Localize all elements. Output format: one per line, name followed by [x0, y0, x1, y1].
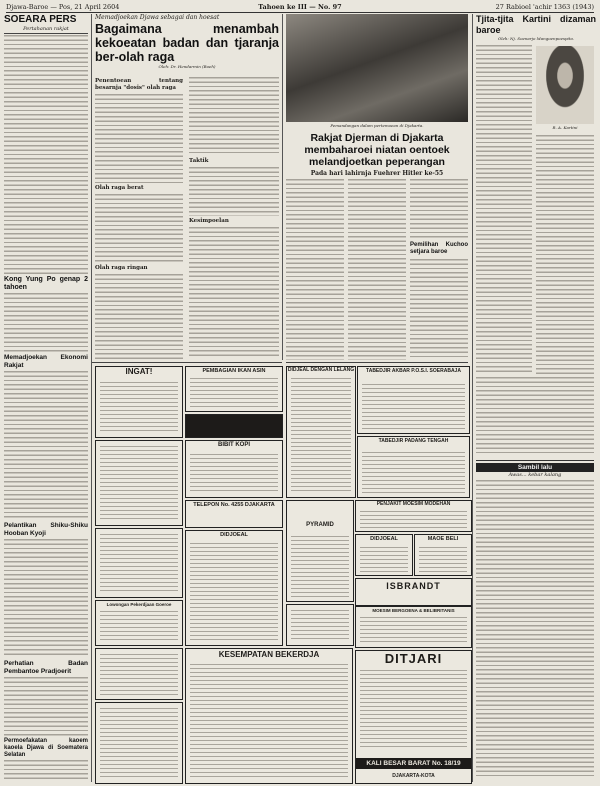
ad-text — [190, 663, 348, 779]
column-subtitle: Awas... kebar kalang — [508, 472, 562, 478]
article-subheading: Taktik — [189, 158, 209, 164]
ad-title: PYRAMID — [306, 522, 334, 528]
sambil-lalu-column — [476, 460, 594, 783]
article-body — [348, 178, 406, 360]
ad-maoe-beli — [414, 534, 472, 576]
ad-kamfer — [95, 648, 183, 700]
ad-text — [360, 510, 467, 528]
masthead — [6, 2, 594, 13]
article-body — [95, 273, 183, 360]
article-column-right — [189, 76, 279, 360]
notice-text — [362, 383, 465, 429]
ad-title: MAOE BELI — [427, 536, 459, 542]
ad-text — [360, 546, 408, 572]
article-body — [4, 676, 88, 736]
article-body — [95, 193, 183, 263]
column-rule — [91, 14, 92, 782]
ad-lowongan-goeroe — [95, 600, 183, 646]
article-byline: Oleh: Dr. Hendarmin (Boeh) — [158, 64, 216, 69]
section-rule — [286, 362, 468, 363]
column-title: Sambil lalu — [476, 463, 594, 472]
ad-bibit-kopi — [185, 440, 283, 498]
ad-address: KALI BESAR BARAT No. 18/19 — [356, 758, 471, 769]
ad-text — [100, 533, 178, 593]
masthead-hijri-date: 27 Rabioel 'achir 1363 (1943) — [495, 3, 594, 11]
ad-text — [100, 653, 178, 695]
article-body — [4, 759, 88, 782]
article-kartini-body — [476, 376, 594, 456]
ad-title: INGAT! — [125, 367, 153, 376]
ad-kesempatan-bekerdja — [185, 648, 353, 784]
article-body — [410, 178, 468, 238]
article-body — [410, 258, 468, 360]
ad-banner — [185, 414, 283, 438]
article-body — [4, 292, 88, 352]
article-headline: Tjita-tjita Kartini dizaman baroe — [476, 14, 596, 35]
article-body — [4, 370, 88, 520]
article-subheading: Penentoean tentang besarnja "dosis" olah raga — [95, 78, 183, 91]
column-soeara-pers — [4, 14, 88, 782]
article-body — [476, 44, 532, 374]
ad-title: DIDJOEAL — [220, 532, 248, 538]
section-rule — [92, 362, 282, 363]
notice-title: TABEDJIR AKBAR P.O.S.I. SOERABAJA — [366, 368, 461, 374]
article-byline: Oleh: Nj. Soenarjo Mangoenpoespito. — [497, 36, 575, 41]
ad-lelang — [286, 366, 356, 498]
ad-product — [286, 604, 354, 646]
ad-title: KESEMPATAN BEKERDJA — [218, 650, 320, 659]
ad-text — [291, 377, 351, 493]
article-kartini-body — [536, 134, 594, 374]
ad-title: DIDJOEAL — [370, 536, 398, 542]
ad-text — [100, 445, 178, 521]
article-subheading: Olah raga ringan — [95, 265, 148, 271]
article-kicker: Memadjoekan Djawa sebagai dan hoesat — [95, 14, 220, 21]
ad-text — [360, 669, 467, 747]
ad-didjoeal — [355, 534, 413, 576]
ad-pyramid — [286, 500, 354, 602]
article-headline: Kong Yung Po genap 2 tahoen — [4, 276, 88, 291]
ad-text — [100, 610, 178, 642]
article-djerman — [286, 132, 468, 360]
ad-telepon — [185, 500, 283, 528]
article-body — [4, 34, 88, 274]
section-title: SOEARA PERS — [4, 14, 77, 25]
ad-city: DJAKARTA-KOTA — [392, 773, 435, 779]
column-body — [476, 479, 594, 779]
ad-text — [190, 542, 278, 642]
ad-ingat — [95, 366, 183, 438]
masthead-date: Djawa-Baroe — Pos, 21 April 2604 — [6, 3, 120, 11]
article-olah-raga — [95, 14, 279, 360]
article-column-left — [95, 76, 183, 360]
ad-text — [291, 609, 349, 641]
ad-text — [360, 616, 467, 644]
ad-title: ISBRANDT — [386, 581, 441, 591]
article-subheading: Olah raga berat — [95, 185, 144, 191]
article-body — [95, 93, 183, 183]
ad-penjakit-moesim — [355, 500, 472, 532]
ad-text — [190, 377, 278, 408]
article-headline: Pelantikan Shiku-Shiku Hooban Kyoji — [4, 522, 88, 537]
ad-text — [190, 453, 278, 494]
article-headline: Pemilihan Kuchoo setjara baroe — [410, 242, 468, 255]
notice-tabedjir-padang — [357, 436, 470, 498]
ad-moesim — [355, 606, 472, 648]
notice-title: TABEDJIR PADANG TENGAH — [378, 438, 449, 444]
column-rule — [282, 14, 283, 360]
ad-doctor — [95, 440, 183, 526]
photo-caption: Pemandangan dalam pertemoean di Djakarta. — [330, 123, 424, 128]
ad-text — [419, 546, 467, 572]
ad-toko — [95, 528, 183, 598]
ad-title: DIDJEAL DENGAN LELANG — [287, 367, 355, 373]
ad-isbrandt — [355, 578, 472, 606]
ad-text — [100, 381, 178, 433]
article-body — [476, 376, 594, 456]
article-body — [286, 178, 344, 360]
article-body — [189, 166, 279, 216]
kartini-portrait — [536, 46, 594, 124]
notice-text — [362, 451, 465, 493]
ad-bottom-left — [95, 702, 183, 784]
ad-didjoeal-2 — [185, 530, 283, 646]
notice-tabedjir-posi — [357, 366, 470, 434]
ad-title: DITJARI — [384, 651, 443, 666]
article-body — [4, 538, 88, 658]
ad-title: BIBIT KOPI — [217, 442, 250, 448]
ad-title: TELEPON No. 4255 DJAKARTA — [193, 502, 275, 508]
masthead-issue: Tahoen ke III — No. 97 — [258, 3, 342, 11]
article-subheading: Kesimpoelan — [189, 218, 229, 224]
article-headline: Bagaimana menambah kekoeatan badan dan tjaranja ber-olah raga — [95, 22, 279, 64]
ad-ditjari — [355, 650, 472, 784]
article-body — [536, 134, 594, 374]
ad-title: PENJAKIT MOESIM MODEHAN — [376, 501, 451, 507]
article-body — [189, 76, 279, 156]
article-headline: Perhatian Badan Pembantoe Pradjoerit — [4, 660, 88, 675]
article-headline: Rakjat Djerman di Djakarta membaharoei niatan oentoek melandjoetkan peperangan — [304, 132, 450, 168]
ad-pembagian-ikan — [185, 366, 283, 412]
section-subtitle: Pertahanan rakjat — [4, 26, 88, 34]
article-headline: Memadjoekan Ekonomi Rakjat — [4, 354, 88, 369]
article-kartini-body — [476, 44, 532, 374]
ad-text — [100, 707, 178, 779]
article-subheading: Pada hari lahirnja Fuehrer Hitler ke-55 — [310, 170, 444, 177]
ad-title: Lowongan Pekerdjaan Goeroe — [106, 602, 172, 607]
column-rule — [472, 14, 473, 782]
ad-title: MOESIM BERGOENA & BELIBRITANIS — [372, 608, 455, 613]
news-photo — [286, 14, 468, 122]
article-headline: Permoefakatan kaoem kaoela Djawa di Soematera Selatan — [4, 738, 88, 758]
ad-text — [291, 535, 349, 597]
ad-title: PEMBAGIAN IKAN ASIN — [202, 368, 266, 374]
portrait-caption: R. A. Kartini — [552, 125, 578, 130]
article-body — [189, 226, 279, 356]
